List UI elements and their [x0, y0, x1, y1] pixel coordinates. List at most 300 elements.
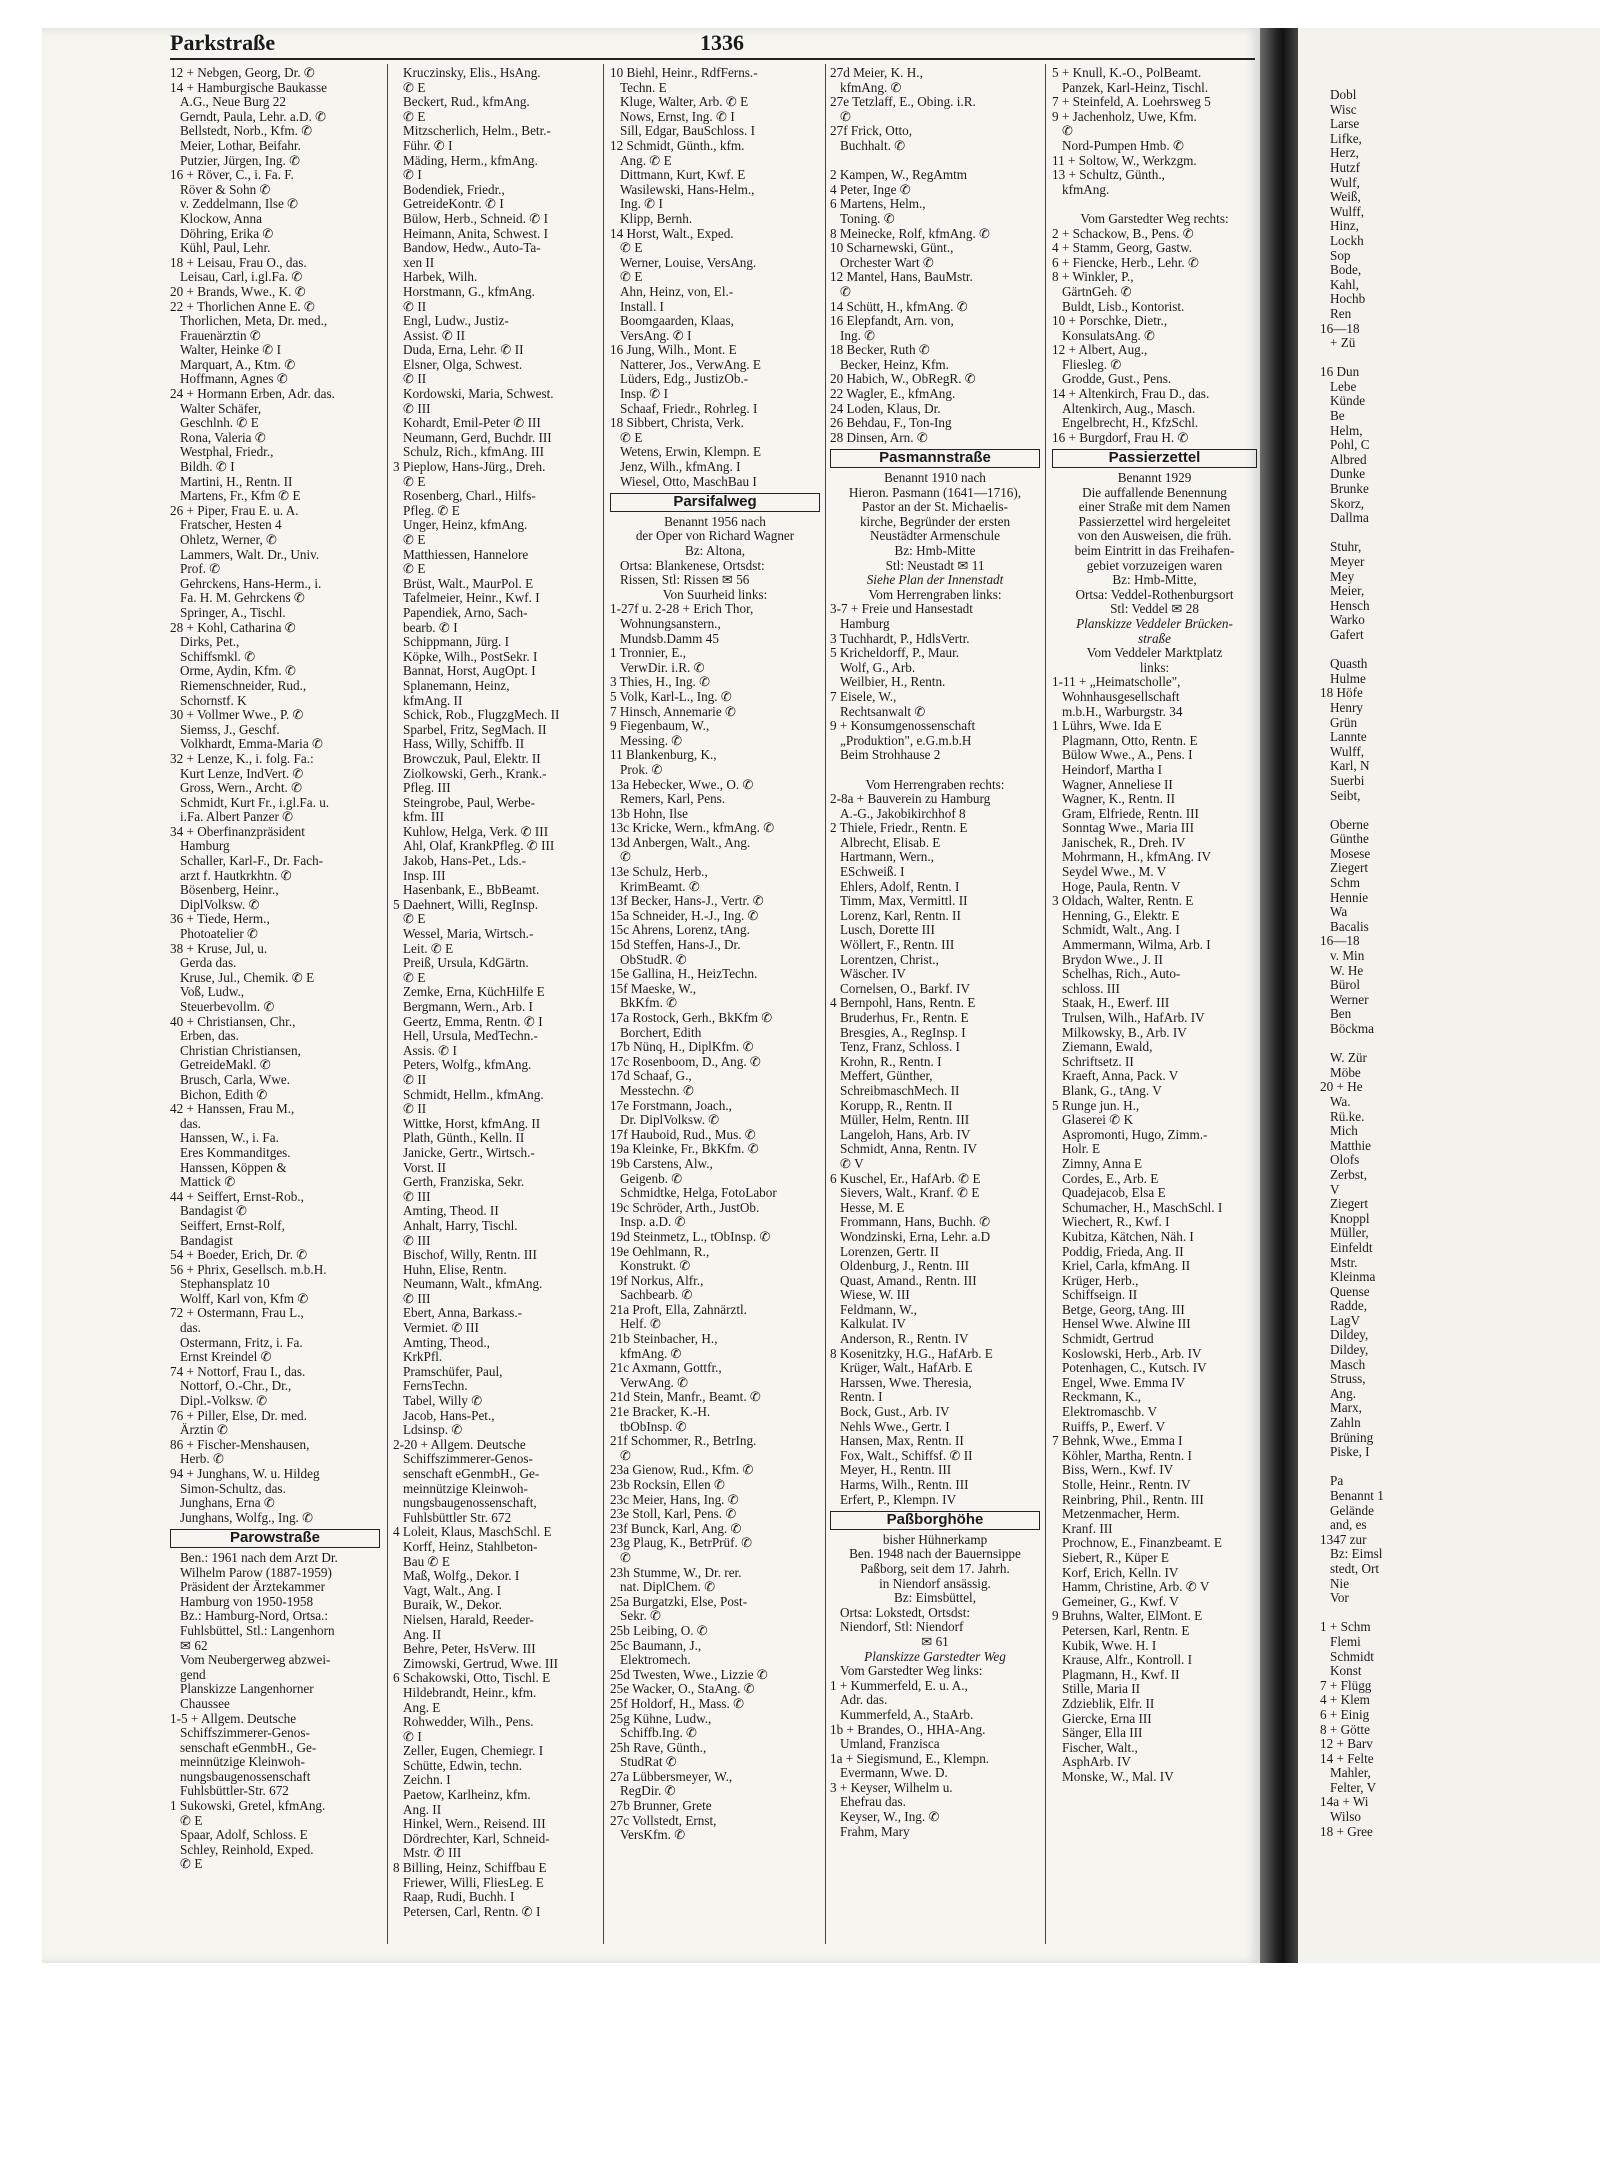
directory-entry-line: nat. DiplChem. ✆ [620, 1580, 716, 1595]
directory-entry-line: Natterer, Jos., VerwAng. E [620, 357, 761, 372]
directory-entry-line: Walter, Heinke ✆ I [180, 343, 281, 358]
plan-reference-line: straße [1138, 631, 1171, 646]
directory-entry-line: Tabel, Willy ✆ [403, 1394, 483, 1409]
directory-entry-line: Lorenzen, Gertr. II [840, 1244, 939, 1259]
directory-entry-line: Prochnow, E., Finanzbeamt. E [1062, 1536, 1222, 1551]
directory-entry-line: Ärztin ✆ [180, 1423, 229, 1438]
street-description-line: von den Ausweisen, die früh. [1077, 529, 1232, 544]
directory-entry-line: Wagner, Anneliese II [1062, 777, 1173, 792]
directory-entry-line: Amting, Theod., [403, 1335, 490, 1350]
directory-entry-line: 26 + Piper, Frau E. u. A. [170, 503, 299, 518]
directory-entry-line: 8 Kosenitzky, H.G., HafArb. E [830, 1346, 993, 1361]
directory-entry-line: Marx, [1330, 1401, 1362, 1416]
directory-entry-line: Hasenbank, E., BbBeamt. [403, 883, 540, 898]
directory-entry-line: 14a + Wi [1320, 1795, 1369, 1810]
street-description-line: Ben. 1948 nach der Bauernsippe [849, 1547, 1021, 1562]
column-rule [387, 64, 388, 1944]
directory-entry-line: 28 Dinsen, Arn. ✆ [830, 430, 928, 445]
directory-column-5 [1052, 66, 1257, 1956]
directory-entry-line: 10 Biehl, Heinr., RdfFerns.- [610, 66, 758, 80]
directory-entry-line: Wiechert, R., Kwf. I [1062, 1215, 1170, 1230]
directory-entry-line: Koslowski, Herb., Arb. IV [1062, 1346, 1202, 1361]
directory-entry-line: 24 Loden, Klaus, Dr. [830, 401, 941, 416]
directory-entry-line: Milkowsky, B., Arb. IV [1062, 1025, 1187, 1040]
directory-entry-line: 9 + Konsumgenossenschaft [830, 719, 976, 734]
directory-entry-line [1320, 351, 1600, 366]
book-gutter [1260, 28, 1298, 1963]
directory-entry-line: Mattick ✆ [180, 1175, 236, 1190]
directory-entry-line: Buchhalt. ✆ [840, 138, 906, 153]
directory-entry-line: Toning. ✆ [840, 211, 895, 226]
directory-entry-line: Vom Neubergerweg abzwei- [180, 1653, 331, 1668]
blank-area [0, 1963, 1600, 2177]
directory-entry-line: Beim Strohhause 2 [840, 748, 941, 763]
directory-entry-line: Bruderhus, Fr., Rentn. E [840, 1011, 969, 1025]
directory-entry-line: Wittke, Horst, kfmAng. II [403, 1116, 541, 1131]
directory-entry-line: Gerndt, Paula, Lehr. a.D. ✆ [180, 109, 327, 124]
directory-entry-line: KonsulatsAng. ✆ [1062, 328, 1156, 343]
directory-entry-line: gend [180, 1667, 206, 1682]
directory-entry-line: Tafelmeier, Heinr., Kwf. I [403, 591, 540, 606]
directory-entry-line: Wulf, [1330, 175, 1360, 190]
directory-entry-line: Kleinma [1330, 1270, 1376, 1285]
directory-entry-line: 12 Mantel, Hans, BauMstr. [830, 270, 973, 285]
directory-entry-line: 28 + Kohl, Catharina ✆ [170, 620, 296, 635]
directory-entry-line: Fuhlsbüttler-Str. 672 [180, 1784, 289, 1799]
directory-entry-line: Mohrmann, H., kfmAng. IV [1062, 850, 1212, 865]
directory-entry-line: Kummerfeld, A., StaArb. [840, 1707, 974, 1722]
directory-entry-line: Geertz, Emma, Rentn. ✆ I [403, 1014, 543, 1029]
directory-entry-line: Kubik, Wwe. H. I [1062, 1638, 1157, 1653]
directory-entry-line: Bülow Wwe., A., Pens. I [1062, 748, 1193, 763]
directory-entry-line: arzt f. Hautkrkhtn. ✆ [180, 868, 292, 883]
directory-entry-line: 15d Steffen, Hans-J., Dr. [610, 938, 741, 953]
directory-entry-line: Schmidt, Hellm., kfmAng. [403, 1087, 544, 1102]
directory-entry-line: Stille, Maria II [1062, 1682, 1141, 1697]
directory-entry-line: 16 Elepfandt, Arn. von, [830, 314, 954, 329]
directory-entry-line: Lorentzen, Christ., [840, 952, 939, 967]
directory-entry-line: 40 + Christiansen, Chr., [170, 1014, 296, 1029]
directory-entry-line: Geschlnh. ✆ E [180, 416, 259, 431]
directory-entry-line: Wisc [1330, 102, 1357, 117]
directory-entry-line: 15f Maeske, W., [610, 981, 697, 996]
directory-entry-line: Insp. ✆ I [620, 387, 669, 402]
directory-entry-line: 23b Rocksin, Ellen ✆ [610, 1478, 726, 1492]
directory-entry-line: DiplVolksw. ✆ [180, 897, 260, 912]
directory-entry-line: 72 + Ostermann, Frau L., [170, 1306, 304, 1321]
directory-entry-line: Grodde, Gust., Pens. [1062, 372, 1172, 387]
directory-entry-line: Huhn, Elise, Rentn. [403, 1262, 507, 1277]
directory-entry-line: Rechtsanwalt ✆ [840, 704, 926, 719]
directory-entry-line: Ang. II [403, 1802, 442, 1817]
directory-entry-line: nungsbaugenossenschaft, [403, 1496, 537, 1511]
directory-entry-line: Werner, Louise, VersAng. [620, 255, 757, 270]
directory-entry-line: Schiffszimmerer-Genos- [403, 1452, 533, 1467]
directory-entry-line: 9 + Jachenholz, Uwe, Kfm. [1052, 109, 1197, 124]
right-page-column [1320, 88, 1600, 1948]
directory-entry-line: Adr. das. [840, 1693, 888, 1708]
directory-entry-line: Schriftsetz. II [1062, 1054, 1134, 1069]
directory-entry-line: tbObInsp. ✆ [620, 1419, 687, 1434]
directory-entry-line: v. Min [1330, 949, 1365, 964]
directory-entry-line: 3 Thies, H., Ing. ✆ [610, 675, 711, 690]
directory-entry-line: 44 + Seiffert, Ernst-Rob., [170, 1189, 304, 1204]
directory-entry-line: ✆ E [403, 912, 426, 927]
directory-entry-line: Wa [1330, 905, 1348, 920]
directory-entry-line: 17c Rosenboom, D., Ang. ✆ [610, 1054, 761, 1069]
directory-entry-line: 25e Wacker, O., StaAng. ✆ [610, 1682, 755, 1697]
directory-entry-line: Maß, Wolfg., Dekor. I [403, 1569, 520, 1584]
directory-entry-line: Kluge, Walter, Arb. ✆ E [620, 95, 749, 110]
street-description-line: links: [1139, 660, 1170, 675]
directory-entry-line: Schippmann, Jürg. I [403, 635, 509, 650]
directory-entry-line: 38 + Kruse, Jul, u. [170, 941, 268, 956]
directory-entry-line: Sonntag Wwe., Maria III [1062, 821, 1194, 836]
directory-entry-line: Herb. ✆ [180, 1452, 225, 1467]
directory-entry-line: Hesse, M. E [840, 1200, 905, 1215]
directory-entry-line: Fuhlsbüttler Str. 672 [403, 1510, 512, 1525]
directory-entry-line: Zerbst, [1330, 1167, 1367, 1182]
street-description-line: Vom Garstedter Weg rechts: [1080, 211, 1229, 226]
street-section-title: Passierzettel [1052, 449, 1257, 468]
directory-entry-line: Junghans, Erna ✆ [180, 1496, 275, 1511]
directory-entry-line: Bandagist ✆ [180, 1204, 248, 1219]
directory-entry-line: ✆ E [403, 80, 426, 95]
directory-entry-line: 14 + Felte [1320, 1751, 1374, 1766]
directory-entry-line: Elektromaschb. V [1062, 1405, 1157, 1420]
directory-entry-line: Brusch, Carla, Wwe. [180, 1072, 290, 1087]
directory-entry-line: Krüger, Herb., [1062, 1273, 1139, 1288]
directory-entry-line: ✆ E [403, 533, 426, 547]
directory-entry-line: 25b Leibing, O. ✆ [610, 1623, 708, 1638]
directory-entry-line: Mey [1330, 569, 1355, 584]
directory-entry-line: Putzier, Jürgen, Ing. ✆ [180, 153, 301, 168]
header-rule [170, 58, 1255, 60]
directory-entry-line: 7 Behnk, Wwe., Emma I [1052, 1434, 1183, 1449]
directory-entry-line: Hochb [1330, 292, 1366, 307]
directory-entry-line: Wondzinski, Erna, Lehr. a.D [840, 1229, 991, 1244]
street-section-title: Pasmannstraße [830, 449, 1040, 468]
directory-entry-line: Hensch [1330, 598, 1370, 613]
directory-entry-line: VerwAng. ✆ [620, 1375, 689, 1390]
directory-entry-line: 24 + Hormann Erben, Adr. das. [170, 387, 335, 402]
directory-entry-line: Hinz, [1330, 219, 1359, 234]
directory-entry-line: Hamburg von 1950-1958 [180, 1594, 314, 1609]
directory-entry-line: Hoffmann, Agnes ✆ [180, 372, 288, 387]
directory-entry-line: Hass, Willy, Schiffb. II [403, 737, 525, 752]
directory-entry-line: Stuhr, [1330, 540, 1362, 555]
directory-entry-line: Gehrckens, Hans-Herm., i. [180, 576, 322, 591]
directory-entry-line: Orchester Wart ✆ [840, 255, 934, 270]
directory-entry-line: Grün [1330, 715, 1358, 730]
directory-entry-line: 6 Kuschel, Er., HafArb. ✆ E [830, 1171, 981, 1186]
directory-entry-line: 21f Schommer, R., BetrIng. [610, 1434, 757, 1449]
directory-entry-line: Nord-Pumpen Hmb. ✆ [1062, 138, 1185, 153]
directory-entry-line: 76 + Piller, Else, Dr. med. [170, 1408, 307, 1423]
directory-entry-line: Ing. ✆ [840, 328, 876, 343]
directory-entry-line: Insp. III [403, 868, 446, 883]
directory-entry-line: Nielsen, Harald, Reeder- [403, 1612, 534, 1627]
directory-entry-line: Walter Schäfer, [180, 401, 262, 416]
directory-entry-line: Harssen, Wwe. Theresia, [840, 1375, 972, 1390]
directory-entry-line: Engelbrecht, H., KfzSchl. [1062, 416, 1199, 431]
directory-entry-line: Schiffb.Ing. ✆ [620, 1726, 698, 1741]
directory-entry-line: Seibt, [1330, 788, 1361, 803]
directory-entry-line: Brydon Wwe., J. II [1062, 952, 1163, 967]
directory-entry-line: Hamburg [840, 616, 890, 631]
directory-entry-line: Harms, Wilh., Rentn. III [840, 1478, 969, 1492]
street-description-line: Bz: Hmb-Mitte [894, 544, 976, 558]
directory-entry-line: ✆ V [840, 1156, 864, 1171]
directory-entry-line: Sill, Edgar, BauSchloss. I [620, 124, 756, 139]
directory-entry-line: KrimBeamt. ✆ [620, 879, 700, 894]
directory-entry-line: Rentn. I [840, 1390, 883, 1405]
directory-entry-line: Bichon, Edith ✆ [180, 1087, 268, 1102]
directory-entry-line: Ahn, Heinz, von, El.- [620, 284, 734, 299]
directory-entry-line: 4 + Klem [1320, 1693, 1370, 1708]
directory-entry-line: Lifke, [1330, 131, 1362, 146]
directory-entry-line: Bock, Gust., Arb. IV [840, 1405, 950, 1420]
directory-entry-line: Dördrechter, Karl, Schneid- [403, 1831, 550, 1846]
directory-entry-line: Sparbel, Fritz, SegMach. II [403, 722, 547, 737]
directory-entry-line: Gafert [1330, 627, 1364, 642]
directory-entry-line: Gerth, Franziska, Sekr. [403, 1175, 525, 1190]
directory-entry-line: Kordowski, Maria, Schwest. [403, 387, 554, 402]
directory-entry-line: 13c Kricke, Wern., kfmAng. ✆ [610, 821, 775, 836]
street-description-line: Bz: Eimsbüttel, [893, 1591, 977, 1606]
directory-entry-line: Wilhelm Parow (1887-1959) [180, 1565, 332, 1580]
directory-entry-line: 1 Sukowski, Gretel, kfmAng. [170, 1799, 326, 1814]
directory-entry-line: Rissen, Stl: Rissen ✉ 56 [620, 573, 750, 588]
directory-entry-line: 18 + Leisau, Frau O., das. [170, 255, 307, 270]
directory-entry-line: Wulff, [1330, 744, 1365, 759]
directory-entry-line: Eres Kommanditges. [180, 1145, 291, 1160]
directory-entry-line: Rohwedder, Wilh., Pens. [403, 1715, 534, 1730]
directory-entry-line: Olofs [1330, 1153, 1360, 1168]
plan-reference-line: Planskizze Veddeler Brücken- [1076, 616, 1233, 631]
directory-entry-line: Schley, Reinhold, Exped. [180, 1842, 314, 1857]
directory-entry-line: Duda, Erna, Lehr. ✆ II [403, 343, 524, 358]
directory-entry-line: V [1330, 1182, 1340, 1197]
directory-entry-line: Nottorf, O.-Chr., Dr., [180, 1379, 292, 1394]
directory-entry-line: Giercke, Erna III [1062, 1711, 1152, 1726]
directory-entry-line: ESchweiß. I [840, 865, 905, 880]
directory-entry-line: Pa [1330, 1474, 1344, 1489]
directory-entry-line: 19d Steinmetz, L., tObInsp. ✆ [610, 1229, 771, 1244]
directory-entry-line: Schmidt [1330, 1649, 1374, 1664]
directory-entry-line: senschaft eGenmbH., Ge- [180, 1740, 317, 1755]
directory-entry-line: Mäding, Herm., kfmAng. [403, 153, 538, 168]
directory-entry-line: ✆ E [620, 430, 643, 445]
directory-entry-line: Röver & Sohn ✆ [180, 182, 271, 197]
directory-entry-line: kfmAng. II [403, 693, 463, 708]
directory-entry-line: 2 + Schackow, B., Pens. ✆ [1052, 226, 1194, 241]
directory-entry-line: das. [180, 1116, 201, 1131]
directory-entry-line: ✉ 62 [180, 1638, 208, 1653]
directory-entry-line: ✆ I [403, 1729, 422, 1744]
directory-entry-line: Zdzieblik, Elfr. II [1062, 1696, 1155, 1711]
directory-entry-line [1052, 197, 1257, 212]
directory-entry-line: Kubitza, Kätchen, Näh. I [1062, 1229, 1194, 1244]
street-header: Parkstraße [170, 30, 276, 55]
page-header [170, 30, 1270, 56]
directory-entry-line: 21d Stein, Manfr., Beamt. ✆ [610, 1390, 761, 1405]
directory-entry-line: Bz.: Hamburg-Nord, Ortsa.: [180, 1609, 329, 1624]
directory-entry-line: Bandow, Hedw., Auto-Ta- [403, 241, 541, 256]
directory-entry-line: schloss. III [1062, 981, 1120, 996]
directory-entry-line: Paetow, Karlheinz, kfm. [403, 1788, 531, 1803]
directory-entry-line: Meyer [1330, 555, 1365, 569]
directory-entry-line: RegDir. ✆ [620, 1784, 676, 1799]
directory-entry-line: Hell, Ursula, MedTechn.- [403, 1029, 538, 1044]
street-description-line: Pastor an der St. Michaelis- [861, 500, 1009, 515]
directory-entry-line: 5 Volk, Karl-L., Ing. ✆ [610, 689, 732, 704]
directory-entry-line: Lebe [1330, 379, 1357, 394]
directory-entry-line: Nie [1330, 1576, 1350, 1591]
directory-entry-line: 19a Kleinke, Fr., BkKfm. ✆ [610, 1142, 759, 1157]
directory-entry-line: 25f Holdorf, H., Mass. ✆ [610, 1696, 745, 1711]
directory-entry-line: 18 Sibbert, Christa, Verk. [610, 416, 744, 431]
directory-entry-line: Brüning [1330, 1430, 1374, 1445]
directory-entry-line: Erfert, P., Klempn. IV [840, 1492, 957, 1507]
directory-entry-line: Anhalt, Harry, Tischl. [403, 1218, 518, 1233]
directory-entry-line: nungsbaugenossenschaft [180, 1769, 311, 1784]
directory-entry-line: W. Zür [1330, 1051, 1367, 1066]
directory-entry-line: Bresgies, A., RegInsp. I [840, 1025, 966, 1040]
directory-entry-line: Ziegert [1330, 861, 1369, 876]
directory-entry-line: ✆ III [403, 1189, 431, 1204]
directory-entry-line: Heimann, Anita, Schwest. I [403, 226, 549, 241]
plan-reference-line: Planskizze Garstedter Weg [864, 1649, 1006, 1664]
directory-entry-line: Ldsinsp. ✆ [403, 1423, 463, 1438]
directory-entry-line: ✆ I [403, 168, 422, 183]
directory-entry-line: Weiß, [1330, 190, 1361, 205]
street-description-line: Die auffallende Benennung [1082, 485, 1227, 500]
directory-entry-line: Ing. ✆ I [620, 197, 663, 212]
directory-entry-line: Lammers, Walt. Dr., Univ. [180, 547, 320, 562]
directory-entry-line: 18 Becker, Ruth ✆ [830, 343, 930, 358]
directory-entry-line: Oberne [1330, 817, 1369, 832]
directory-column-3 [610, 66, 820, 1956]
directory-entry-line: Schmidtke, Helga, FotoLabor [620, 1186, 777, 1201]
directory-entry-line: Jakob, Hans-Pet., Lds.- [403, 854, 527, 869]
directory-entry-line: Schiffseign. II [1062, 1288, 1138, 1303]
directory-entry-line: Brunke [1330, 482, 1369, 497]
directory-entry-line: Ammermann, Wilma, Arb. I [1062, 938, 1211, 953]
directory-entry-line: 7 + Flügg [1320, 1678, 1372, 1693]
directory-entry-line: Niendorf, Stl: Niendorf [840, 1620, 964, 1635]
directory-entry-line: 18 Höfe [1320, 686, 1363, 701]
directory-entry-line: Martens, Fr., Kfm ✆ E [180, 489, 301, 504]
directory-entry-line: Müller, Helm, Rentn. III [840, 1113, 970, 1128]
directory-entry-line: Friewer, Willi, FliesLeg. E [403, 1875, 544, 1890]
directory-entry-line: Staak, H., Ewerf. III [1062, 996, 1170, 1011]
directory-entry-line: 23e Stoll, Karl, Pens. ✆ [610, 1507, 737, 1522]
directory-entry-line: Hanssen, W., i. Fa. [180, 1131, 279, 1146]
directory-entry-line: Gram, Elfriede, Rentn. III [1062, 806, 1199, 821]
directory-entry-line: Kühl, Paul, Lehr. [180, 241, 271, 256]
directory-entry-line: Horstmann, G., kfmAng. [403, 284, 535, 299]
directory-entry-line: Stolle, Heinr., Rentn. IV [1062, 1478, 1191, 1492]
directory-entry-line: Klipp, Bernh. [620, 211, 693, 226]
directory-entry-line: 12 + Nebgen, Georg, Dr. ✆ [170, 66, 315, 80]
directory-entry-line: 3 Oldach, Walter, Rentn. E [1052, 894, 1194, 909]
directory-entry-line: Simon-Schultz, das. [180, 1481, 286, 1496]
directory-entry-line: Bellstedt, Norb., Kfm. ✆ [180, 124, 313, 139]
directory-entry-line: 17b Nünq, H., DiplKfm. ✆ [610, 1040, 754, 1055]
street-description-line: Benannt 1910 nach [884, 471, 986, 486]
directory-entry-line [830, 763, 1040, 778]
directory-entry-line: Bandagist [180, 1233, 233, 1248]
directory-entry-line: Cordes, E., Arb. E [1062, 1171, 1159, 1186]
directory-entry-line: 5 + Knull, K.-O., PolBeamt. [1052, 66, 1202, 80]
directory-entry-line: ✆ III [403, 401, 431, 416]
directory-entry-line: Sachbearb. ✆ [620, 1288, 693, 1303]
directory-entry-line: 36 + Tiede, Herm., [170, 912, 270, 927]
directory-entry-line: Feldmann, W., [840, 1302, 917, 1317]
directory-entry-line: Suerbi [1330, 773, 1365, 788]
directory-entry-line: 7 Eisele, W., [830, 689, 897, 704]
directory-entry-line: Mundsb.Damm 45 [620, 631, 719, 646]
directory-entry-line: Neumann, Walt., kfmAng. [403, 1277, 543, 1292]
directory-entry-line: ✆ III [403, 1291, 431, 1306]
directory-entry-line: Kuhlow, Helga, Verk. ✆ III [403, 824, 549, 839]
directory-entry-line: Zimny, Anna E [1062, 1156, 1143, 1171]
directory-entry-line: 21a Proft, Ella, Zahnärztl. [610, 1302, 747, 1317]
street-section-title: Parsifalweg [610, 493, 820, 512]
directory-entry-line: 27d Meier, K. H., [830, 66, 923, 80]
directory-entry-line: Gelände [1330, 1503, 1374, 1518]
directory-entry-line: Bannat, Horst, AugOpt. I [403, 664, 536, 679]
directory-entry-line: 15c Ahrens, Lorenz, tAng. [610, 923, 750, 938]
directory-entry-line: Gemeiner, G., Kwf. V [1062, 1594, 1179, 1609]
directory-entry-line: Wohnungsanstern., [620, 616, 721, 631]
directory-entry-line: Schaaf, Friedr., Rohrleg. I [620, 401, 758, 416]
street-section-title: Paßborghöhe [830, 1511, 1040, 1530]
directory-entry-line: ✆ [1062, 124, 1074, 139]
directory-entry-line: 8 + Winkler, P., [1052, 270, 1134, 285]
directory-entry-line: Mstr. [1330, 1255, 1358, 1270]
directory-entry-line: Kruczinsky, Elis., HsAng. [403, 66, 541, 80]
directory-entry-line: 7 + Steinfeld, A. Loehrsweg 5 [1052, 95, 1211, 110]
directory-entry-line: Krause, Alfr., Kontroll. I [1062, 1653, 1193, 1668]
directory-entry-line: Fischer, Walt., [1062, 1740, 1138, 1755]
directory-entry-line: Lorenz, Karl, Rentn. II [840, 908, 961, 923]
directory-entry-line: 42 + Hanssen, Frau M., [170, 1102, 295, 1117]
directory-entry-line: 5 Kricheldorff, P., Maur. [830, 646, 960, 661]
directory-entry-line: 13d Anbergen, Walt., Ang. [610, 835, 751, 850]
directory-entry-line: 20 + Brands, Wwe., K. ✆ [170, 284, 306, 299]
directory-entry-line: 25c Baumann, J., [610, 1638, 702, 1653]
directory-entry-line: 8 + Götte [1320, 1722, 1370, 1737]
directory-entry-line: Elektromech. [620, 1653, 691, 1668]
directory-entry-line: Mstr. ✆ III [403, 1846, 462, 1861]
directory-entry-line: Springer, A., Tischl. [180, 605, 286, 620]
directory-entry-line: 12 Schmidt, Günth., kfm. [610, 138, 745, 153]
directory-entry-line: Wa. [1330, 1094, 1351, 1109]
directory-entry-line: Rosenberg, Charl., Hilfs- [403, 489, 536, 504]
street-section-title: Parowstraße [170, 1529, 380, 1548]
directory-entry-line: Steingrobe, Paul, Werbe- [403, 795, 536, 810]
directory-entry-line: KrkPfl. [403, 1350, 443, 1365]
directory-entry-line: Korupp, R., Rentn. II [840, 1098, 953, 1113]
directory-entry-line: Stephansplatz 10 [180, 1277, 270, 1292]
directory-entry-line: 3 Pieplow, Hans-Jürg., Dreh. [393, 460, 546, 475]
directory-entry-line: ✆ E [403, 109, 426, 124]
street-description-line: kirche, Begründer der ersten [859, 514, 1011, 529]
directory-entry-line: 1b + Brandes, O., HHA-Ang. [830, 1722, 986, 1737]
directory-entry-line: 3 Tuchhardt, P., HdlsVertr. [830, 631, 970, 646]
